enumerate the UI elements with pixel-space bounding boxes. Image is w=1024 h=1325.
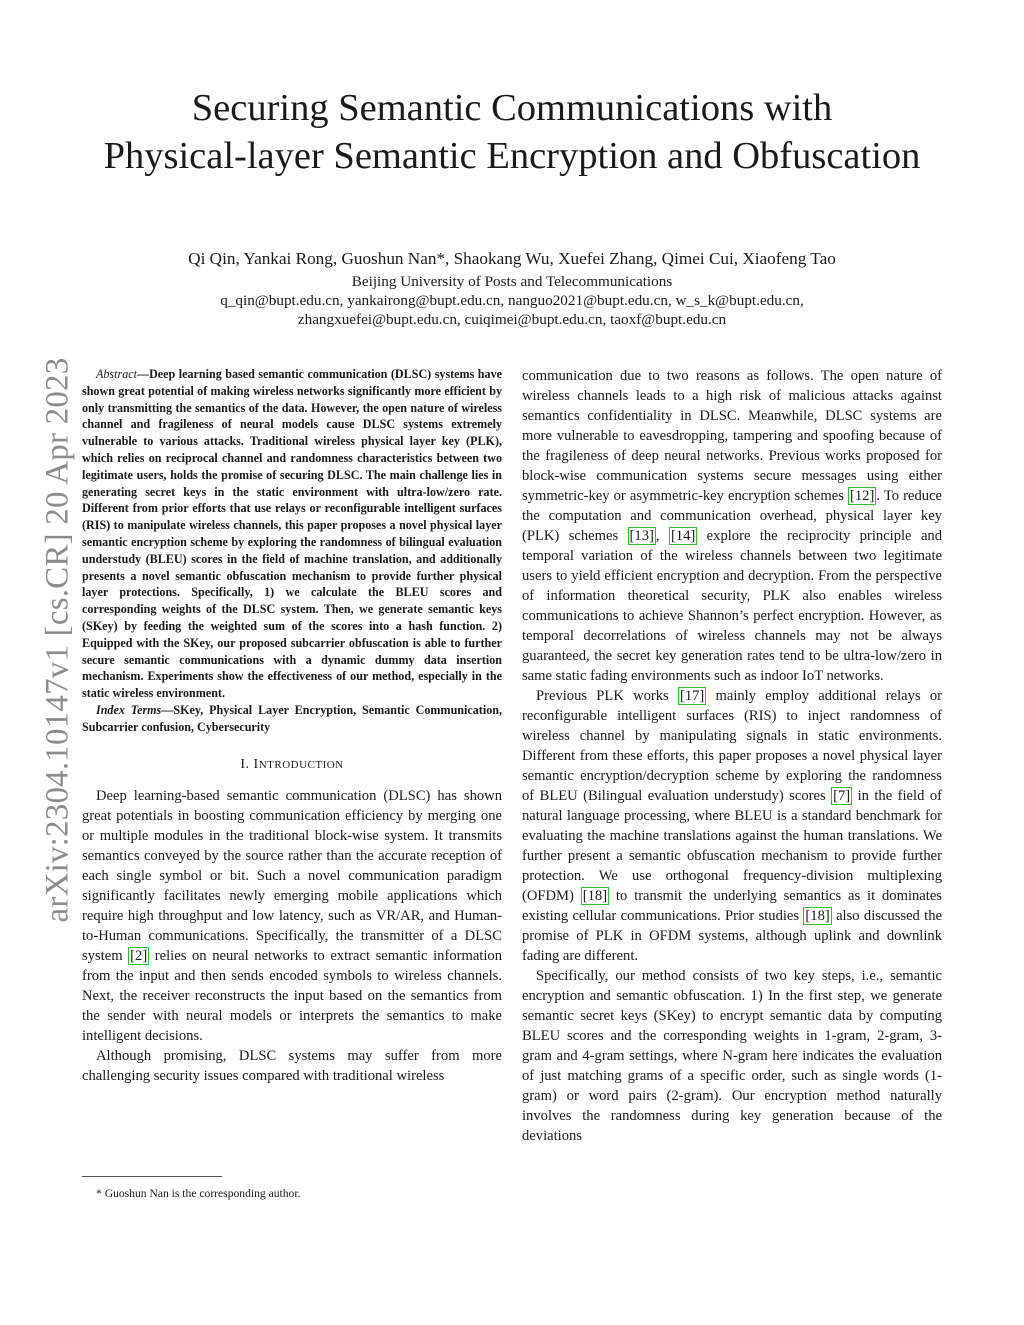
right-paragraph-1: communication due to two reasons as follows. The open nature of wireless channels leads to a high risk of malicious attacks against semantics confidentiality in DLSC. Meanwhile, DLSC systems are more vulnerable to eavesdropping, tampering and spoofing because of the fragileness of deep neural networks. Previous works proposed for block-wise communication systems secure messages using either symmetric-key or asymmetric-key encryption schemes [12] . To reduce the computation and communication overhead, physical layer key (PLK) schemes [13] , [14] explore the reciprocity principle and temporal variation of the wireless channels between two legitimate users to yield efficient encryption and decryption. From the perspective of information theoretical security, PLK also enables wireless communications to achieve Shannon’s perfect encryption. However, as temporal decorrelations of wireless channels may not be always guaranteed, the secret key generation rates tend to be ultra-low/zero in same static fading environments such as indoor IoT networks. [522,368,943,684]
intro-paragraph-2: Although promising, DLSC systems may suffer from more challenging security issues compared with traditional wireless [82,1047,502,1084]
section-number: I. [240,756,254,772]
citation-link[interactable]: [17] [679,688,705,704]
section-title-rest: NTRODUCTION [258,758,344,771]
abstract-label: Abstract [96,367,137,381]
citation-link[interactable]: [7] [833,788,851,804]
right-column [522,366,942,1146]
right-paragraph-3: Specifically, our method consists of two key steps, i.e., semantic encryption and semantic obfuscation. 1) In the first step, we generate semantic secret keys (SKey) to encrypt semantic data by computing BLEU scores and the corresponding weights in 1-gram, 2-gram, 3-gram and 4-gram settings, where N-gram here indicates the evaluation of just matching grams of a specific order, such as single words (1-gram) or word pairs (2-gram). Our encryption method naturally involves the randomness during key generation because of the deviations [522,968,942,1144]
title-line-1: Securing Semantic Communications with [191,87,833,129]
intro-paragraph-1: Deep learning-based semantic communication (DLSC) has shown great potentials in boosting communication efficiency by merging one or multiple modules in the traditional block-wise system. It transmits semantics conveyed by the source rather than the accurate reception of each single symbol or bit. Such a novel communication paradigm significantly facilitates newly emerging mobile applications which require high throughput and low latency, such as VR/AR, and Human-to-Human communications. Specifically, the transmitter of a DLSC system [2] relies on neural networks to extract semantic information from the input and then sends encoded symbols to wireless channels. Next, the receiver reconstructs the input based on the semantics from the sender with neural models or interprets the semantics to make intelligent decisions. [82,787,503,1044]
index-terms-label: Index Terms [96,702,162,717]
arxiv-sidebar-stamp: arXiv:2304.10147v1 [cs.CR] 20 Apr 2023 [39,357,76,923]
footnote: * Guoshun Nan is the corresponding author. [96,1187,301,1200]
paper-title [40,84,984,180]
right-paragraph-2: Previous PLK works [17] mainly employ additional relays or reconfigurable intelligent surfaces (RIS) to inject randomness of wireless channel by manipulating signals in static environments. Different from these efforts, this paper proposes a novel physical layer semantic encryption/decryption scheme by exploring the randomness of BLEU (Bilingual evaluation understudy) scores [7] in the field of natural language processing, where BLEU is a standard benchmark for evaluating the machine translations against the human translations. We further present a semantic obfuscation mechanism to provide further protection. We use orthogonal frequency-division multiplexing (OFDM) [18] to transmit the underlying semantics as it dominates existing cellular communications. Prior studies [18] also discussed the promise of PLK in OFDM systems, although uplink and downlink fading are different. [522,688,942,964]
title-line-2: Physical-layer Semantic Encryption and Obfuscation [103,135,921,177]
emails-line-2: zhangxuefei@bupt.edu.cn, cuiqimei@bupt.edu.cn, taoxf@bupt.edu.cn [297,311,727,328]
citation-link[interactable]: [12] [850,488,875,504]
citation-link[interactable]: [2] [130,947,148,964]
left-column [82,366,502,1086]
footnote-rule [82,1176,222,1177]
section-heading-introduction [82,755,502,775]
section-title-initial: I [253,756,259,772]
affiliation: Beijing University of Posts and Telecommunications [351,273,673,290]
abstract-text: Deep learning based semantic communication (DLSC) systems have shown great potential of making wireless networks significantly more efficient by only transmitting the semantics of the data. However, the open nature of wireless channel and fragileness of neural models cause DLSC systems extremely vulnerable to various attacks. Traditional wireless physical layer key (PLK), which relies on reciprocal channel and randomness characteristics between two legitimate users, holds the promise of securing DLSC. The main challenge lies in generating secret keys in the static environment with ultra-low/zero rate. Different from prior efforts that use relays or reconfigurable intelligent surfaces (RIS) to manipulate wireless channels, this paper proposes a novel physical layer semantic encryption scheme by exploring the randomness of bilingual evaluation understudy (BLEU) scores in the field of machine translation, and additionally presents a novel semantic obfuscation mechanism to provide further physical layer protections. Specifically, 1) we calculate the BLEU scores and corresponding weights of the DLSC system. Then, we generate semantic keys (SKey) by feeding the weighted sum of the scores into a hash function. 2) Equipped with the SKey, our proposed subcarrier obfuscation is able to further secure semantic communications with a dynamic dummy data insertion mechanism. Experiments show the effectiveness of our method, especially in the static wireless environment. [82,367,502,701]
abstract-paragraph [82,366,502,702]
index-terms-text: SKey, Physical Layer Encryption, Semantic Communication, Subcarrier confusion, Cybersecurity [82,702,502,734]
citation-link[interactable]: [18] [582,888,608,904]
citation-link[interactable]: [18] [805,908,830,924]
citation-link[interactable]: [13] [629,528,654,544]
abstract-dash: — [136,367,150,381]
index-terms-paragraph [82,702,502,736]
citation-link[interactable]: [14] [670,528,696,544]
abstract [82,366,502,736]
index-terms-dash: — [161,702,174,717]
emails-line-1: q_qin@bupt.edu.cn, yankairong@bupt.edu.cn, nanguo2021@bupt.edu.cn, w_s_k@bupt.edu.cn, [220,292,804,309]
author-list: Qi Qin, Yankai Rong, Guoshun Nan*, Shaokang Wu, Xuefei Zhang, Qimei Cui, Xiaofeng Tao [188,249,836,268]
affiliation-block [40,272,984,329]
